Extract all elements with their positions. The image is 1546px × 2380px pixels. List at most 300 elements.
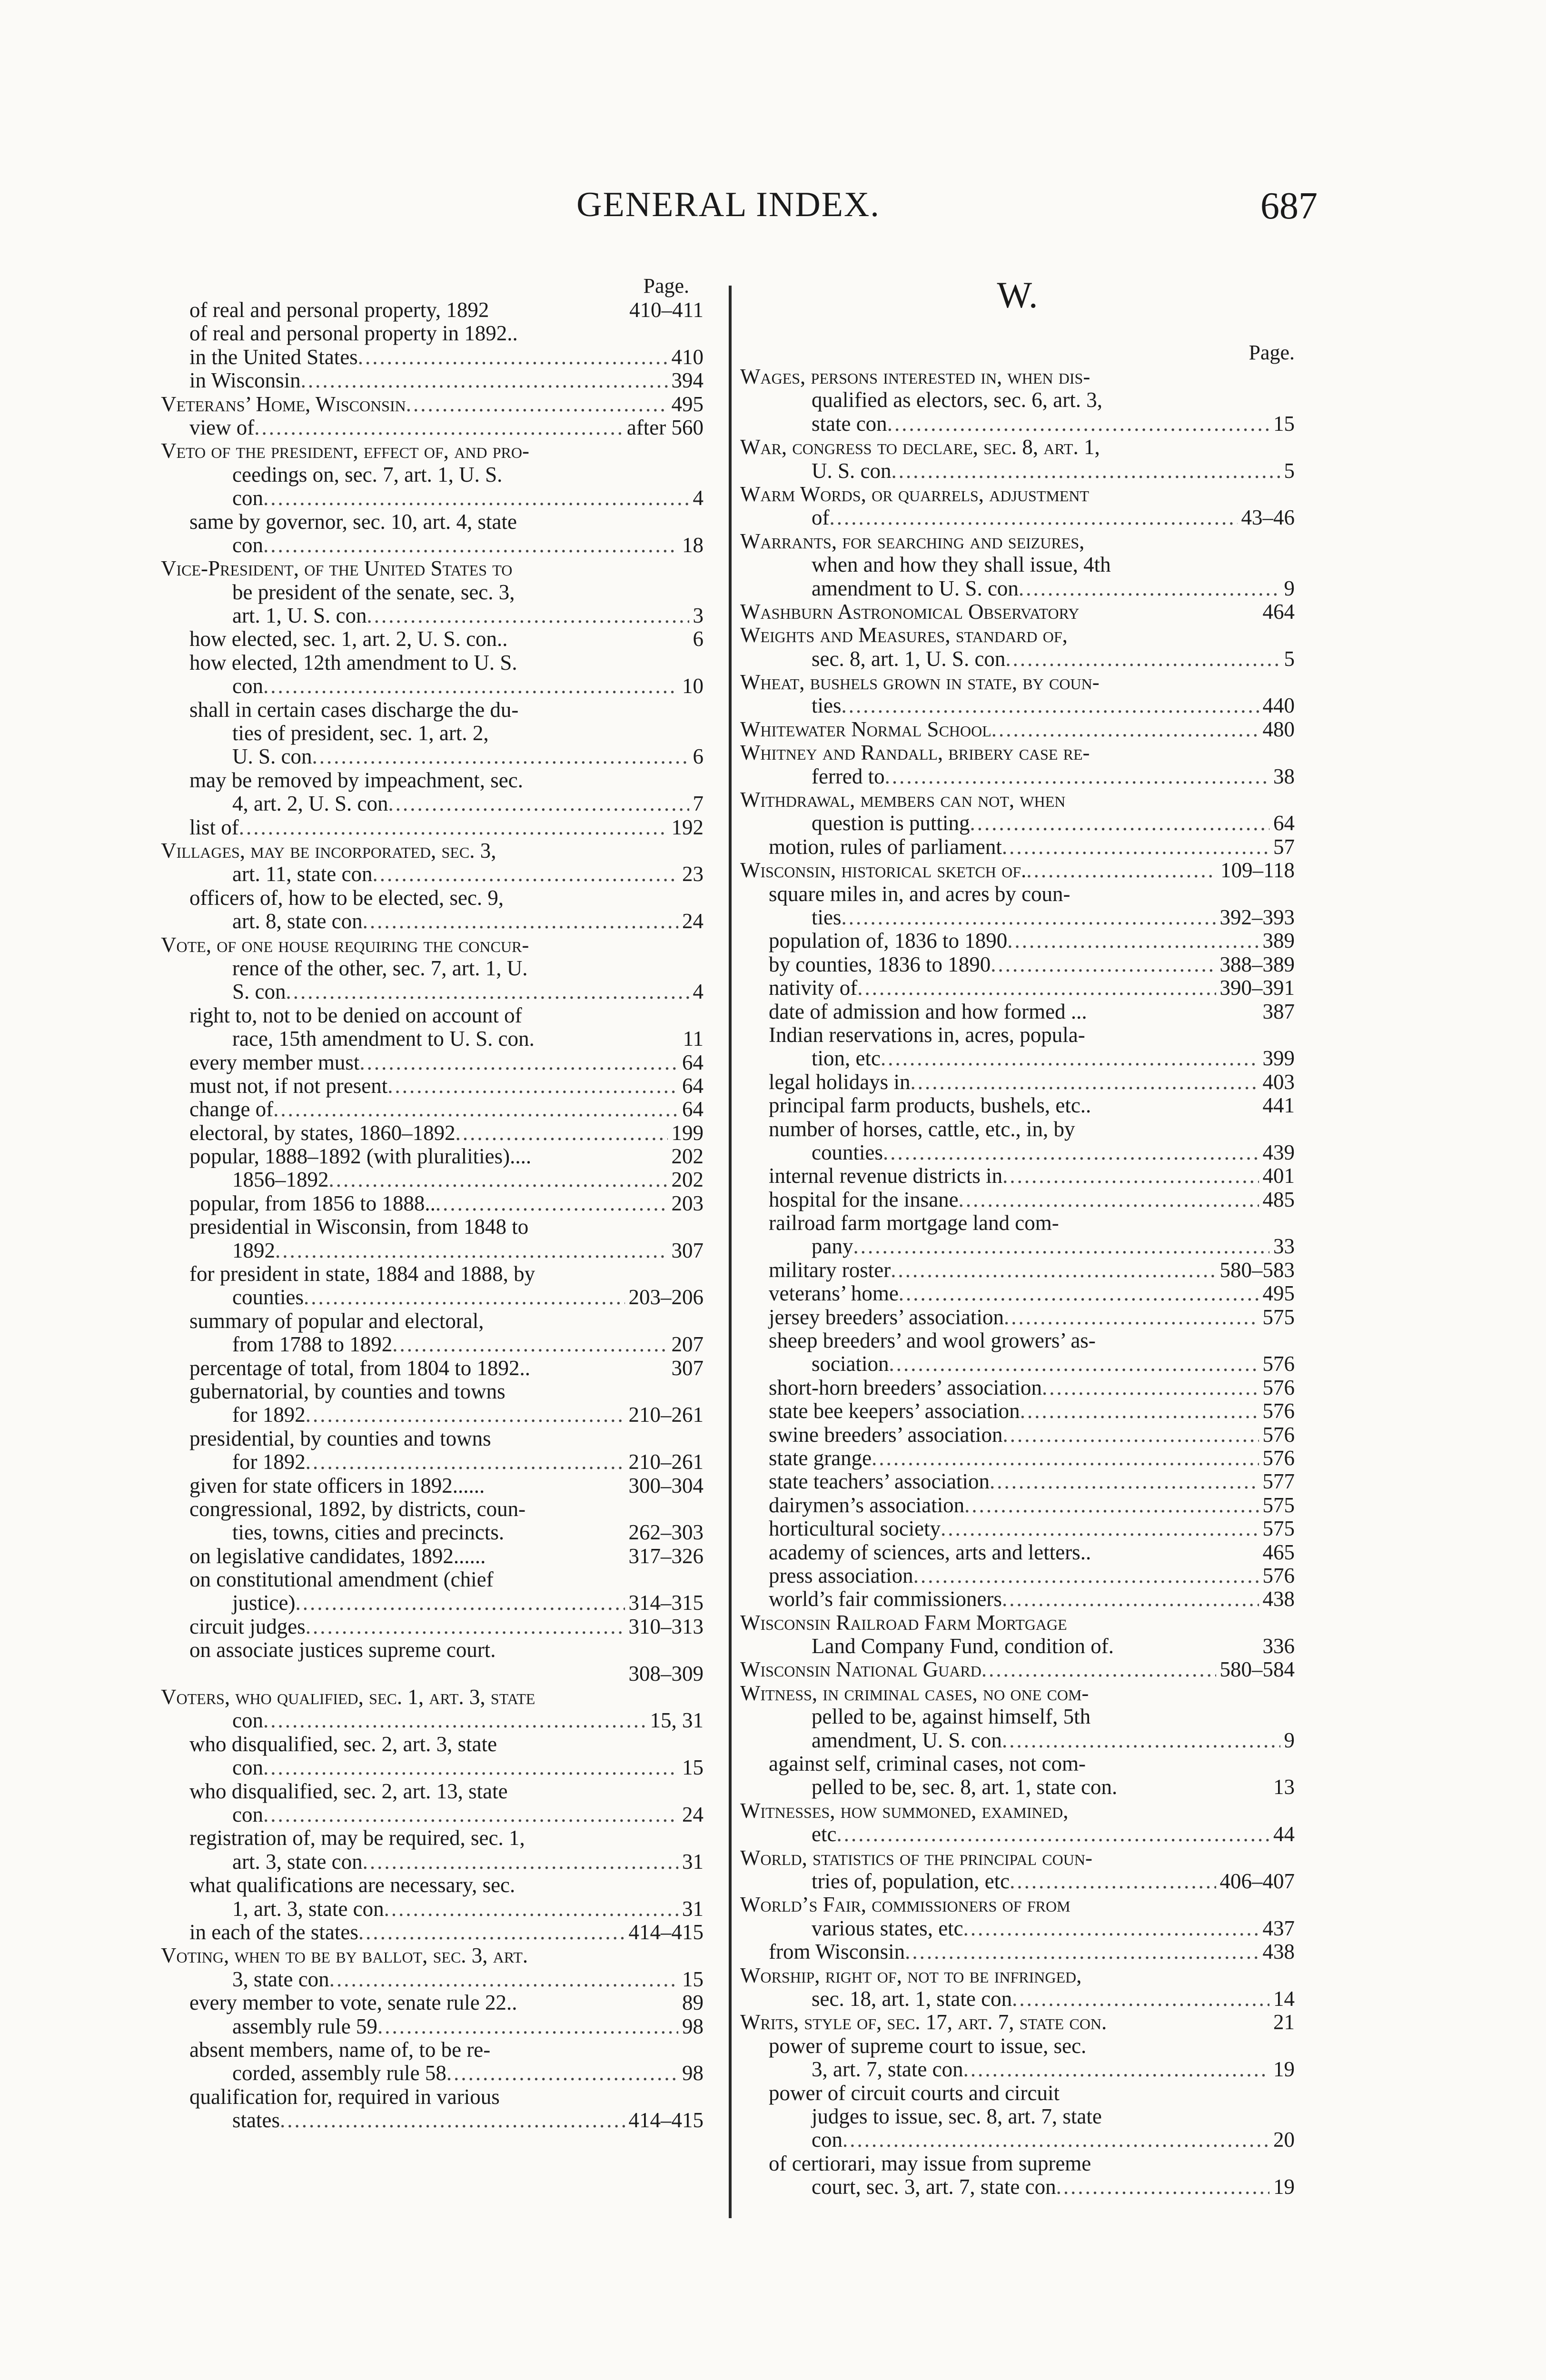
index-entry-line [161, 393, 704, 416]
index-entry-line [161, 1474, 704, 1497]
dot-leader [872, 1447, 1259, 1470]
index-entry-line [740, 1682, 1295, 1705]
entry-page-reference: 314–315 [628, 1591, 704, 1615]
index-entry-line [161, 1497, 704, 1521]
entry-text: electoral, by states, 1860–1892 [189, 1121, 456, 1145]
index-entry-line [740, 1141, 1295, 1164]
entry-page-reference: 202 [671, 1168, 704, 1192]
index-entry-line [740, 1306, 1295, 1329]
entry-page-reference: 31 [682, 1850, 704, 1874]
index-entry-line [740, 1964, 1295, 1987]
entry-text: veterans’ home [769, 1282, 899, 1306]
entry-text: pelled to be, against himself, 5th [812, 1705, 1091, 1729]
entry-text: popular, from 1856 to 1888.. [189, 1191, 436, 1215]
entry-text: Villages, may be incorporated, sec. 3, [161, 839, 496, 863]
index-entry-line [161, 1309, 704, 1333]
dot-leader [970, 812, 1269, 835]
entry-page-reference: 495 [1262, 1282, 1295, 1306]
index-entry-line [740, 1423, 1295, 1447]
index-entry-line [161, 792, 704, 815]
entry-text: view of [189, 416, 255, 439]
entry-text: etc [812, 1823, 837, 1846]
index-entry-line [161, 1286, 704, 1309]
entry-text: Veterans’ Home, Wisconsin [161, 392, 406, 416]
entry-text: con [232, 486, 263, 510]
dot-leader [387, 1074, 678, 1098]
entry-text: what qualifications are necessary, sec. [189, 1874, 515, 1897]
entry-text: military roster [769, 1258, 891, 1282]
index-entry-line [740, 953, 1295, 976]
index-entry-line [740, 1470, 1295, 1493]
entry-page-reference: 6 [693, 627, 704, 651]
entry-text: state bee keepers’ association [769, 1399, 1020, 1423]
index-entry-line [740, 2128, 1295, 2152]
dot-leader [1026, 859, 1217, 882]
index-entry-line [740, 1564, 1295, 1587]
entry-text: art. 8, state con [232, 910, 363, 933]
index-entry-line [740, 577, 1295, 600]
dot-leader [359, 1051, 678, 1074]
entry-text: state teachers’ association [769, 1470, 990, 1494]
index-entry-line [740, 1870, 1295, 1893]
dot-leader [275, 1239, 668, 1262]
entry-page-reference: 15 [1273, 412, 1295, 436]
dot-leader [990, 1470, 1259, 1493]
entry-text: con [232, 674, 263, 698]
entry-text: court, sec. 3, art. 7, state con [812, 2175, 1056, 2199]
entry-text: 1856–1892 [232, 1168, 329, 1192]
entry-page-reference: 15 [682, 1756, 704, 1780]
entry-text: circuit judges [189, 1615, 306, 1638]
entry-page-reference: 575 [1262, 1493, 1295, 1517]
entry-text: of real and personal property in 1892.. [189, 322, 518, 346]
entry-text: of real and personal property, 1892 [189, 298, 489, 322]
entry-page-reference: 31 [682, 1897, 704, 1921]
dot-leader [301, 369, 668, 392]
entry-page-reference: 310–313 [628, 1615, 704, 1638]
dot-leader [254, 416, 623, 439]
index-entry-line [740, 365, 1295, 388]
entry-text: who disqualified, sec. 2, art. 3, state [189, 1732, 497, 1756]
entry-page-reference: 317–326 [628, 1544, 704, 1568]
dot-leader [836, 1823, 1269, 1846]
dot-leader [1002, 1587, 1259, 1611]
dot-leader [406, 393, 668, 416]
dot-leader [446, 2062, 678, 2085]
index-entry-line [161, 1709, 704, 1732]
dot-leader [239, 816, 668, 839]
entry-text: popular, 1888–1892 (with pluralities).... [189, 1145, 532, 1169]
entry-text: con [232, 1709, 263, 1733]
entry-page-reference: 18 [682, 533, 704, 557]
dot-leader [363, 910, 678, 933]
index-entry-line [161, 1756, 704, 1779]
entry-page-reference: after 560 [626, 416, 704, 439]
entry-text: in Wisconsin [189, 369, 301, 393]
index-entry-line [161, 1450, 704, 1474]
dot-leader [263, 674, 678, 698]
index-entry-line [161, 1826, 704, 1850]
entry-page-reference: 11 [683, 1027, 704, 1051]
entry-page-reference: 300–304 [628, 1474, 704, 1497]
entry-page-reference: 203–206 [628, 1286, 704, 1309]
index-entry-line [161, 1686, 704, 1709]
entry-text: 3, art. 7, state con [812, 2058, 963, 2082]
entry-text: con [232, 1803, 263, 1826]
entry-text: states [232, 2109, 280, 2132]
entry-text: Withdrawal, members can not, when [740, 788, 1066, 812]
entry-page-reference: 406–407 [1219, 1870, 1295, 1893]
entry-page-reference: 192 [671, 815, 704, 839]
index-column-right [740, 274, 1295, 2199]
entry-page-reference: 24 [682, 1803, 704, 1826]
index-entry-line [161, 1168, 704, 1191]
entry-page-reference: 575 [1262, 1517, 1295, 1541]
entry-text: from Wisconsin [769, 1940, 905, 1964]
entry-page-reference: 439 [1262, 1140, 1295, 1164]
index-entry-line [161, 1850, 704, 1874]
entry-text: corded, assembly rule 58 [232, 2062, 446, 2085]
index-entry-line [161, 745, 704, 768]
entry-page-reference: 203 [671, 1191, 704, 1215]
entry-page-reference: 307 [671, 1356, 704, 1380]
entry-text: on associate justices supreme court. [189, 1638, 496, 1662]
entry-text: be president of the senate, sec. 3, [232, 580, 515, 604]
dot-leader [1056, 2175, 1269, 2199]
index-entry-line [161, 463, 704, 486]
index-entry-line [740, 1611, 1295, 1635]
index-entry-line [161, 2015, 704, 2038]
entry-page-reference: 98 [682, 2014, 704, 2038]
dot-leader [358, 1921, 625, 1944]
entry-text: Land Company Fund, condition of. [812, 1635, 1114, 1658]
dot-leader [392, 1333, 667, 1356]
entry-page-reference: 64 [682, 1074, 704, 1098]
entry-text: Wages, persons interested in, when dis- [740, 365, 1090, 388]
index-entry-line [740, 1517, 1295, 1540]
dot-leader [910, 1071, 1259, 1094]
entry-text: World’s Fair, commissioners of from [740, 1893, 1070, 1917]
index-entry-line [740, 741, 1295, 764]
index-entry-line [161, 1991, 704, 2014]
dot-leader [306, 1403, 625, 1427]
index-entry-line [161, 698, 704, 722]
entry-text: Whitewater Normal School [740, 717, 991, 741]
index-entry-line [161, 1591, 704, 1615]
index-entry-line [740, 2058, 1295, 2081]
entry-text: Wheat, bushels grown in state, by coun- [740, 671, 1100, 694]
dot-leader [456, 1121, 668, 1145]
entry-page-reference: 576 [1262, 1423, 1295, 1447]
index-entry-line [740, 647, 1295, 671]
entry-page-reference: 64 [682, 1051, 704, 1074]
entry-text: principal farm products, bushels, etc.. [769, 1094, 1091, 1118]
index-entry-line [161, 346, 704, 369]
entry-text: who disqualified, sec. 2, art. 13, state [189, 1779, 508, 1803]
entry-page-reference: 207 [671, 1333, 704, 1357]
entry-text: Vice-President, of the United States to [161, 557, 513, 581]
index-entries-left [161, 298, 704, 2132]
index-entry-line [740, 2105, 1295, 2128]
dot-leader [367, 604, 689, 627]
index-entry-line [740, 1987, 1295, 2011]
page-number: 687 [1260, 185, 1318, 227]
index-entry-line [740, 553, 1295, 576]
entry-text: every member to vote, senate rule 22.. [189, 1991, 517, 2015]
dot-leader [913, 1564, 1259, 1587]
entry-page-reference: 43–46 [1241, 506, 1295, 530]
entry-page-reference: 23 [682, 863, 704, 886]
index-entry-line [161, 816, 704, 839]
entry-text: same by governor, sec. 10, art. 4, state [189, 510, 517, 534]
entry-page-reference: 89 [682, 1991, 704, 2015]
entry-page-reference: 98 [682, 2062, 704, 2085]
index-entry-line [740, 1094, 1295, 1117]
index-entry-line [740, 1635, 1295, 1658]
index-entry-line [740, 1940, 1295, 1964]
index-entry-line [740, 2082, 1295, 2105]
entry-text: Writs, style of, sec. 17, art. 7, state con. [740, 2011, 1107, 2034]
entry-text: art. 3, state con [232, 1850, 363, 1874]
index-entry-line [161, 1333, 704, 1356]
index-entry-line [740, 1823, 1295, 1846]
entry-page-reference: 19 [1273, 2058, 1295, 2082]
entry-page-reference: 388–389 [1219, 952, 1295, 976]
dot-leader [295, 1591, 624, 1615]
index-entry-line [161, 2038, 704, 2062]
dot-leader [1002, 1164, 1259, 1188]
index-entry-line [161, 1545, 704, 1568]
entry-text: art. 1, U. S. con [232, 604, 367, 628]
entry-text: counties [812, 1140, 883, 1164]
entry-page-reference: 441 [1262, 1094, 1295, 1118]
entry-page-reference: 403 [1262, 1070, 1295, 1094]
dot-leader [358, 346, 668, 369]
index-entry-line [161, 534, 704, 557]
dot-leader [1004, 1306, 1259, 1329]
index-entry-line [740, 483, 1295, 506]
entry-text: state grange [769, 1446, 872, 1470]
entry-text: internal revenue districts in [769, 1164, 1003, 1188]
entry-page-reference: 4 [693, 980, 704, 1004]
entry-text: Voting, when to be by ballot, sec. 3, art. [161, 1944, 528, 1968]
dot-leader [329, 1168, 668, 1191]
dot-leader [883, 1141, 1259, 1164]
index-entry-line [161, 1004, 704, 1027]
entry-text: Washburn Astronomical Observatory [740, 600, 1080, 624]
dot-leader [842, 906, 1216, 929]
dot-leader [887, 412, 1269, 436]
entry-text: power of circuit courts and circuit [769, 2081, 1060, 2105]
index-entry-line [740, 1188, 1295, 1211]
index-entry-line [740, 1282, 1295, 1305]
entry-text: question is putting [812, 812, 970, 835]
entry-text: U. S. con [232, 745, 312, 769]
entry-text: race, 15th amendment to U. S. con. [232, 1027, 535, 1051]
index-entry-line [740, 506, 1295, 529]
dot-leader [384, 1897, 678, 1921]
entry-text: for president in state, 1884 and 1888, by [189, 1262, 535, 1286]
entry-text: change of [189, 1098, 274, 1121]
index-entry-line [740, 1752, 1295, 1775]
index-entry-line [740, 2175, 1295, 2199]
index-entry-line [161, 1638, 704, 1662]
index-entry-line [740, 694, 1295, 717]
dot-leader [853, 1235, 1269, 1258]
entry-text: Witnesses, how summoned, examined, [740, 1799, 1069, 1823]
entry-page-reference: 576 [1262, 1564, 1295, 1587]
entry-text: tion, etc [812, 1047, 881, 1071]
entry-page-reference: 202 [671, 1145, 704, 1169]
entry-text: Voters, who qualified, sec. 1, art. 3, state [161, 1686, 535, 1709]
index-entry-line [161, 957, 704, 980]
entry-page-reference: 387 [1262, 1000, 1295, 1023]
index-entry-line [161, 910, 704, 933]
entry-text: may be removed by impeachment, sec. [189, 768, 523, 792]
entry-text: amendment to U. S. con [812, 576, 1019, 600]
entry-page-reference: 13 [1273, 1775, 1295, 1799]
index-entry-line [161, 769, 704, 792]
index-entry-line [161, 1427, 704, 1450]
dot-leader [1012, 1987, 1269, 2011]
index-entry-line [740, 1211, 1295, 1235]
page-header-title: GENERAL INDEX. [576, 185, 880, 224]
dot-leader [991, 718, 1259, 741]
entry-text: rence of the other, sec. 7, art. 1, U. [232, 956, 528, 980]
entry-text: right to, not to be denied on account of [189, 1003, 522, 1027]
index-entry-line [161, 1192, 704, 1215]
dot-leader [963, 1917, 1259, 1940]
entry-page-reference: 64 [682, 1098, 704, 1121]
entry-page-reference: 308–309 [628, 1662, 704, 1686]
entry-text: qualified as electors, sec. 6, art. 3, [812, 388, 1103, 412]
entry-text: con [232, 1756, 263, 1780]
entry-page-reference: 15, 31 [650, 1709, 704, 1733]
entry-text: ties [812, 905, 842, 929]
entry-text: of certiorari, may issue from supreme [769, 2152, 1091, 2175]
entry-text: how elected, sec. 1, art. 2, U. S. con.. [189, 627, 508, 651]
dot-leader [1020, 1399, 1259, 1423]
entry-page-reference: 576 [1262, 1446, 1295, 1470]
entry-text: presidential in Wisconsin, from 1848 to [189, 1215, 529, 1239]
index-entry-line [740, 1893, 1295, 1916]
entry-text: legal holidays in [769, 1070, 911, 1094]
entry-page-reference: 262–303 [628, 1521, 704, 1545]
index-entry-line [740, 1000, 1295, 1023]
index-entry-line [740, 1164, 1295, 1188]
entry-text: absent members, name of, to be re- [189, 2038, 491, 2062]
dot-leader [1019, 577, 1280, 600]
entry-page-reference: 399 [1262, 1047, 1295, 1071]
entry-text: academy of sciences, arts and letters.. [769, 1540, 1091, 1564]
entry-text: officers of, how to be elected, sec. 9, [189, 886, 504, 910]
index-entry-line [740, 1587, 1295, 1611]
entry-page-reference: 6 [693, 745, 704, 769]
entry-page-reference: 19 [1273, 2175, 1295, 2199]
entry-page-reference: 465 [1262, 1540, 1295, 1564]
entry-text: pany [812, 1235, 853, 1259]
dot-leader [857, 976, 1216, 1000]
index-entry-line [161, 674, 704, 698]
entry-text: on legislative candidates, 1892...... [189, 1544, 486, 1568]
entry-page-reference: 5 [1284, 459, 1295, 483]
index-entry-line [740, 835, 1295, 859]
dot-leader [363, 1850, 678, 1874]
index-entry-line [740, 2011, 1295, 2034]
index-entry-line [161, 486, 704, 510]
index-entry-line [740, 671, 1295, 694]
index-entry-line [161, 298, 704, 322]
index-entry-line [161, 1874, 704, 1897]
entry-page-reference: 9 [1284, 1728, 1295, 1752]
dot-leader [377, 2015, 678, 2038]
index-entry-line [161, 1098, 704, 1121]
index-entry-line [740, 765, 1295, 788]
entry-text: short-horn breeders’ association [769, 1376, 1042, 1399]
entry-text: con [812, 2128, 842, 2152]
entry-text: against self, criminal cases, not com- [769, 1752, 1086, 1776]
dot-leader [436, 1192, 668, 1215]
entry-text: when and how they shall issue, 4th [812, 553, 1111, 577]
entry-page-reference: 57 [1273, 835, 1295, 859]
entry-text: sec. 8, art. 1, U. S. con [812, 647, 1006, 671]
index-entry-line [161, 863, 704, 886]
entry-text: shall in certain cases discharge the du- [189, 698, 519, 722]
entry-text: date of admission and how formed ... [769, 1000, 1087, 1023]
dot-leader [991, 953, 1216, 976]
index-entry-line [740, 2152, 1295, 2175]
index-entry-line [740, 906, 1295, 929]
entry-text: Indian reservations in, acres, popula- [769, 1023, 1085, 1047]
entry-text: judges to issue, sec. 8, art. 7, state [812, 2104, 1102, 2128]
entry-text: Veto of the president, effect of, and pro- [161, 439, 529, 463]
entry-text: Wisconsin, historical sketch of. [740, 859, 1027, 883]
entry-text: for 1892 [232, 1403, 306, 1427]
entry-text: swine breeders’ association [769, 1423, 1003, 1447]
index-entry-line [740, 600, 1295, 624]
entry-text: must not, if not present [189, 1074, 388, 1098]
dot-leader [885, 765, 1269, 788]
entry-page-reference: 438 [1262, 1940, 1295, 1964]
entry-text: 1892 [232, 1239, 275, 1262]
index-entry-line [740, 1399, 1295, 1423]
entry-text: dairymen’s association [769, 1493, 965, 1517]
index-entry-line [740, 459, 1295, 483]
entry-page-reference: 394 [671, 369, 704, 393]
dot-leader [963, 2058, 1269, 2081]
entry-text: jersey breeders’ association [769, 1305, 1004, 1329]
entry-text: in the United States [189, 345, 358, 369]
entry-page-reference: 109–118 [1220, 859, 1295, 883]
index-entry-line [740, 412, 1295, 436]
index-entry-line [740, 1846, 1295, 1870]
entry-text: number of horses, cattle, etc., in, by [769, 1117, 1075, 1141]
index-entry-line [740, 788, 1295, 812]
index-entries-right [740, 365, 1295, 2199]
dot-leader [1005, 647, 1280, 671]
entry-text: S. con [232, 980, 286, 1004]
index-entry-line [740, 1329, 1295, 1352]
entry-text: Warrants, for searching and seizures, [740, 529, 1085, 553]
entry-text: list of [189, 815, 239, 839]
page-column-label: Page. [643, 274, 689, 298]
index-entry-line [740, 1494, 1295, 1517]
entry-page-reference: 38 [1273, 764, 1295, 788]
entry-text: registration of, may be required, sec. 1, [189, 1826, 525, 1850]
index-entry-line [740, 929, 1295, 952]
dot-leader [263, 534, 678, 557]
index-entry-line [161, 1027, 704, 1051]
